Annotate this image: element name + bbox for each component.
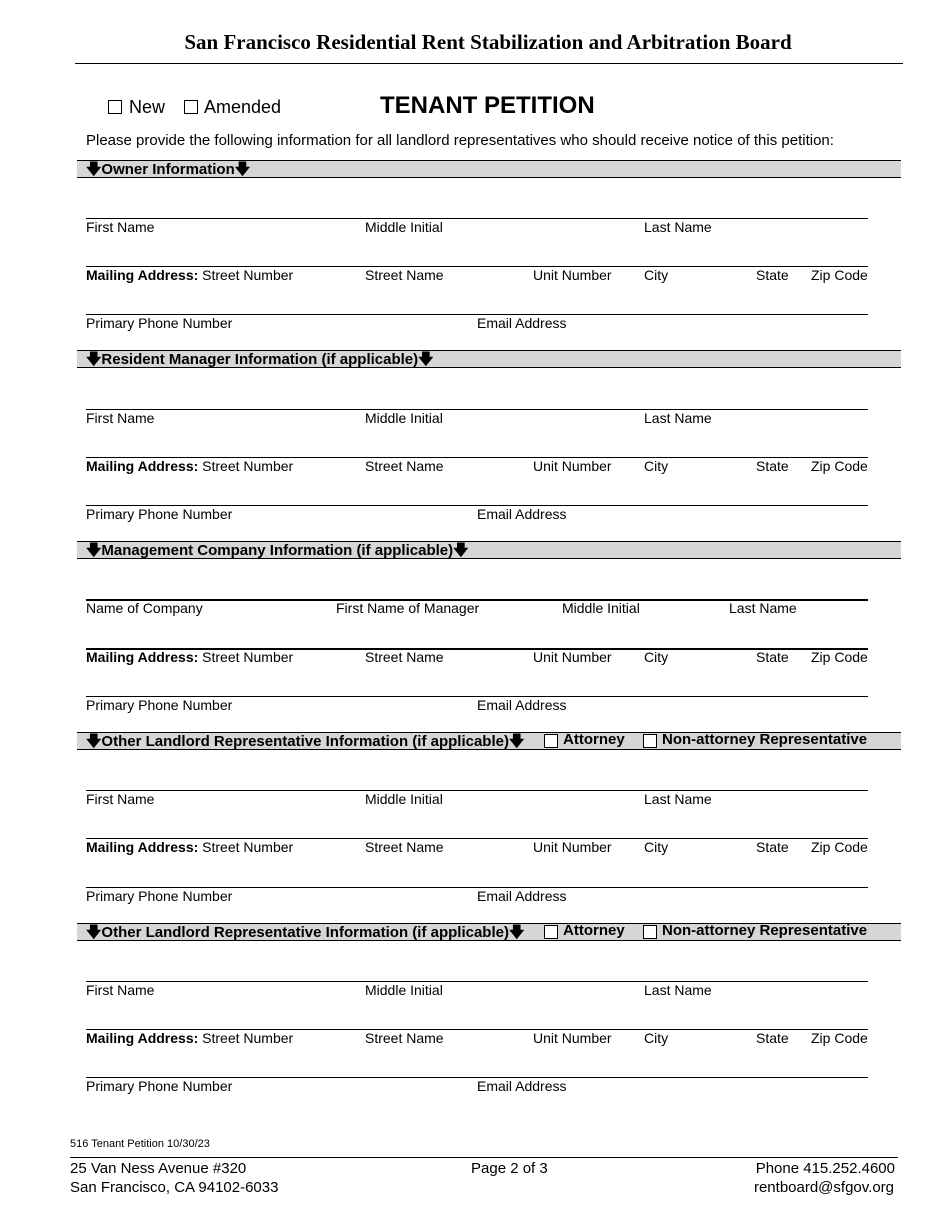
other-rep-2-attorney-checkbox[interactable] — [544, 925, 558, 939]
mc-last-name-label: Last Name — [729, 600, 797, 616]
or2-middle-initial-label: Middle Initial — [365, 982, 443, 998]
mc-zip-label: Zip Code — [811, 649, 868, 665]
form-title: TENANT PETITION — [380, 92, 595, 119]
or1-state-label: State — [756, 839, 789, 855]
other-rep-2-attorney-label: Attorney — [563, 922, 625, 939]
mc-unit-number-label: Unit Number — [533, 649, 612, 665]
other-rep-2-section-title: 🡇Other Landlord Representative Information (if applicable)🡇 — [86, 924, 525, 941]
or1-zip-label: Zip Code — [811, 839, 868, 855]
or1-unit-number-label: Unit Number — [533, 839, 612, 855]
other-rep-1-section-header — [77, 732, 901, 750]
intro-text: Please provide the following information for all landlord representatives who should receive notice of this petition: — [86, 132, 834, 149]
mc-street-name-label: Street Name — [365, 649, 444, 665]
or2-first-name-label: First Name — [86, 982, 155, 998]
footer-address-line2: San Francisco, CA 94102-6033 — [70, 1179, 279, 1196]
owner-section-header — [77, 160, 901, 178]
or2-unit-number-label: Unit Number — [533, 1030, 612, 1046]
mc-company-name-label: Name of Company — [86, 600, 203, 616]
owner-first-name-label: First Name — [86, 219, 155, 235]
other-rep-1-section-title: 🡇Other Landlord Representative Information (if applicable)🡇 — [86, 733, 525, 750]
other-rep-1-non-attorney-checkbox[interactable] — [643, 734, 657, 748]
owner-unit-number-label: Unit Number — [533, 267, 612, 283]
owner-middle-initial-label: Middle Initial — [365, 219, 443, 235]
rm-state-label: State — [756, 458, 789, 474]
resident-manager-section-title: 🡇Resident Manager Information (if applicable)🡇 — [86, 351, 434, 368]
owner-street-name-label: Street Name — [365, 267, 444, 283]
form-id: 516 Tenant Petition 10/30/23 — [70, 1138, 210, 1150]
or1-phone-label: Primary Phone Number — [86, 888, 233, 904]
rm-last-name-label: Last Name — [644, 410, 712, 426]
mc-city-label: City — [644, 649, 669, 665]
or1-last-name-label: Last Name — [644, 791, 712, 807]
footer-divider — [70, 1157, 898, 1158]
resident-manager-name-field[interactable] — [86, 409, 868, 410]
other-rep-1-name-field[interactable] — [86, 790, 868, 791]
or1-street-number-label: Mailing Address: Street Number — [86, 839, 294, 855]
footer-page-number: Page 2 of 3 — [471, 1160, 548, 1177]
management-company-section-title: 🡇Management Company Information (if applicable)🡇 — [86, 542, 469, 559]
owner-email-label: Email Address — [477, 315, 567, 331]
board-title: San Francisco Residential Rent Stabilization and Arbitration Board — [184, 30, 792, 54]
footer-phone: Phone 415.252.4600 — [755, 1160, 895, 1177]
or1-email-label: Email Address — [477, 888, 567, 904]
or1-street-name-label: Street Name — [365, 839, 444, 855]
rm-zip-label: Zip Code — [811, 458, 868, 474]
new-label: New — [129, 97, 166, 117]
other-rep-2-name-field[interactable] — [86, 981, 868, 982]
mc-email-label: Email Address — [477, 697, 567, 713]
rm-first-name-label: First Name — [86, 410, 155, 426]
rm-street-name-label: Street Name — [365, 458, 444, 474]
or2-street-name-label: Street Name — [365, 1030, 444, 1046]
amended-checkbox[interactable] — [184, 100, 198, 114]
or2-email-label: Email Address — [477, 1078, 567, 1094]
or2-last-name-label: Last Name — [644, 982, 712, 998]
footer-address-line1: 25 Van Ness Avenue #320 — [70, 1160, 247, 1177]
mc-manager-first-name-label: First Name of Manager — [336, 600, 480, 616]
mc-street-number-label: Mailing Address: Street Number — [86, 649, 294, 665]
or2-state-label: State — [756, 1030, 789, 1046]
owner-zip-label: Zip Code — [811, 267, 868, 283]
owner-city-label: City — [644, 267, 669, 283]
rm-unit-number-label: Unit Number — [533, 458, 612, 474]
mc-state-label: State — [756, 649, 789, 665]
mc-middle-initial-label: Middle Initial — [562, 600, 640, 616]
owner-state-label: State — [756, 267, 789, 283]
other-rep-2-section-header — [77, 923, 901, 941]
mc-phone-label: Primary Phone Number — [86, 697, 233, 713]
other-rep-1-attorney-checkbox[interactable] — [544, 734, 558, 748]
or2-street-number-label: Mailing Address: Street Number — [86, 1030, 294, 1046]
owner-street-number-label: Mailing Address: Street Number — [86, 267, 294, 283]
rm-city-label: City — [644, 458, 669, 474]
or1-middle-initial-label: Middle Initial — [365, 791, 443, 807]
owner-phone-label: Primary Phone Number — [86, 315, 233, 331]
or2-city-label: City — [644, 1030, 669, 1046]
amended-label: Amended — [204, 97, 282, 117]
or2-zip-label: Zip Code — [811, 1030, 868, 1046]
or1-city-label: City — [644, 839, 669, 855]
other-rep-1-attorney-label: Attorney — [563, 731, 625, 748]
owner-name-field[interactable] — [86, 218, 868, 219]
other-rep-2-non-attorney-label: Non-attorney Representative — [662, 922, 868, 939]
other-rep-1-non-attorney-label: Non-attorney Representative — [662, 731, 868, 748]
owner-section-title: 🡇Owner Information🡇 — [86, 161, 251, 178]
footer-email[interactable]: rentboard@sfgov.org — [753, 1179, 894, 1196]
other-rep-2-non-attorney-checkbox[interactable] — [643, 925, 657, 939]
management-company-section-header — [77, 541, 901, 559]
or2-phone-label: Primary Phone Number — [86, 1078, 233, 1094]
rm-phone-label: Primary Phone Number — [86, 506, 233, 522]
owner-last-name-label: Last Name — [644, 219, 712, 235]
rm-street-number-label: Mailing Address: Street Number — [86, 458, 294, 474]
or1-first-name-label: First Name — [86, 791, 155, 807]
rm-email-label: Email Address — [477, 506, 567, 522]
new-checkbox[interactable] — [108, 100, 122, 114]
header-divider — [75, 63, 903, 64]
resident-manager-section-header — [77, 350, 901, 368]
rm-middle-initial-label: Middle Initial — [365, 410, 443, 426]
